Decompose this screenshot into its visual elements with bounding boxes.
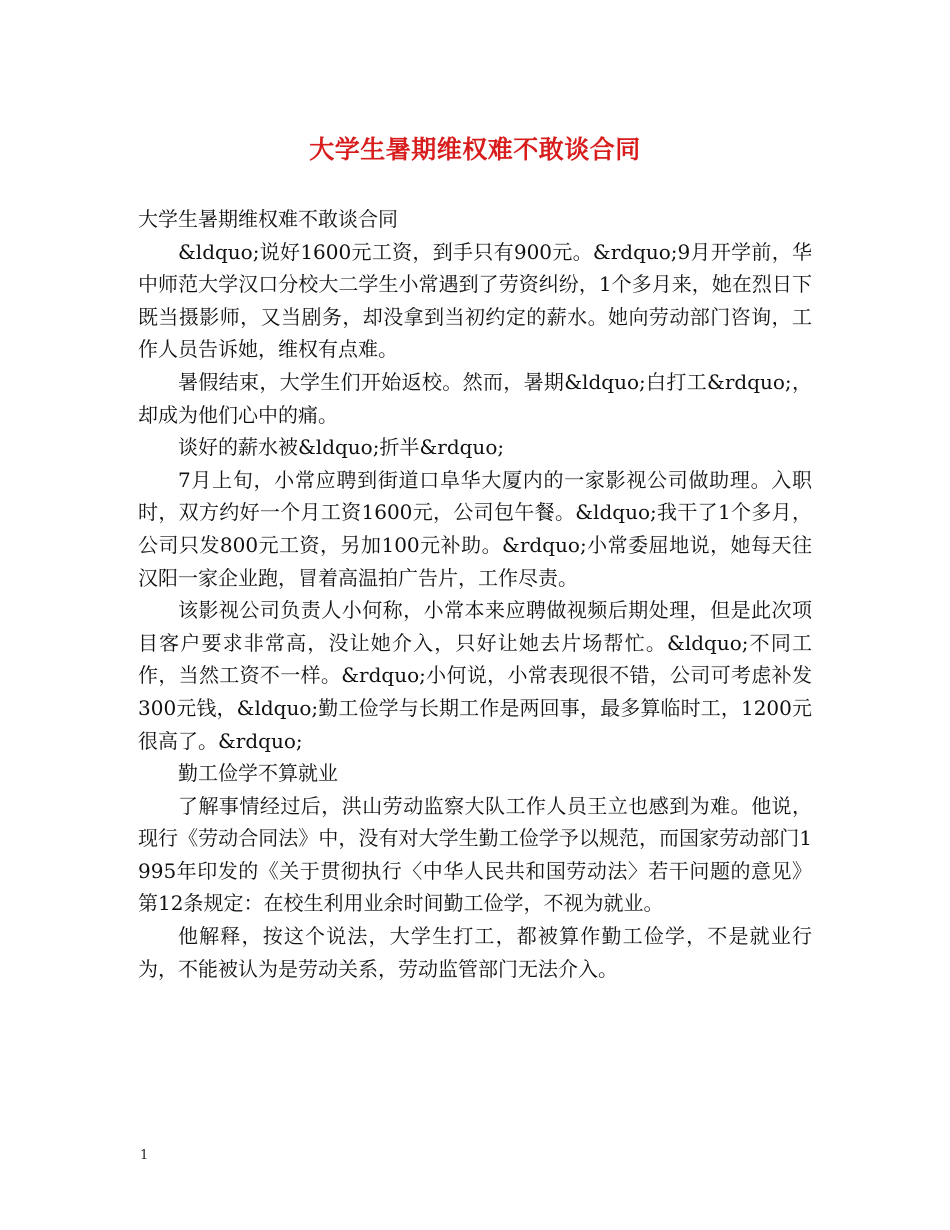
section-heading-not-employment: 勤工俭学不算就业 bbox=[178, 761, 338, 786]
page-number: 1 bbox=[140, 1148, 149, 1163]
document-body bbox=[138, 203, 812, 985]
document-title: 大学生暑期维权难不敢谈合同 bbox=[309, 135, 641, 164]
paragraph-july-job: 7月上旬，小常应聘到街道口阜华大厦内的一家影视公司做助理。入职时，双方约好一个月工资1600元，公司包午餐。&ldquo;我干了1个多月，公司只发800元工资，另加100元补助。&rdquo;小常委屈地说，她每天往汉阳一家企业跑，冒着高温拍广告片，工作尽责。 bbox=[138, 467, 812, 590]
paragraph-subtitle: 大学生暑期维权难不敢谈合同 bbox=[138, 207, 398, 231]
paragraph-intro: &ldquo;说好1600元工资，到手只有900元。&rdquo;9月开学前，华中师范大学汉口分校大二学生小常遇到了劳资纠纷，1个多月来，她在烈日下既当摄影师，又当剧务，却没拿到当初约定的薪水。她向劳动部门咨询，工作人员告诉她，维权有点难。 bbox=[138, 239, 812, 362]
section-heading-salary-halved: 谈好的薪水被&ldquo;折半&rdquo; bbox=[178, 435, 505, 460]
paragraph-company-response: 该影视公司负责人小何称，小常本来应聘做视频后期处理，但是此次项目客户要求非常高，没让她介入，只好让她去片场帮忙。&ldquo;不同工作，当然工资不一样。&rdquo;小何说，小常表现很不错，公司可考虑补发300元钱，&ldquo;勤工俭学与长期工作是两回事，最多算临时工，1200元很高了。&rdquo; bbox=[138, 598, 812, 753]
paragraph-summer-end: 暑假结束，大学生们开始返校。然而，暑期&ldquo;白打工&rdquo;，却成为他们心中的痛。 bbox=[138, 369, 812, 427]
paragraph-labor-law: 了解事情经过后，洪山劳动监察大队工作人员王立也感到为难。他说，现行《劳动合同法》中，没有对大学生勤工俭学予以规范，而国家劳动部门1995年印发的《关于贯彻执行〈中华人民共和国劳动法〉若干问题的意见》第12条规定：在校生利用业余时间勤工俭学，不视为就业。 bbox=[138, 793, 812, 916]
paragraph-explanation: 他解释，按这个说法，大学生打工，都被算作勤工俭学，不是就业行为，不能被认为是劳动关系，劳动监管部门无法介入。 bbox=[138, 924, 812, 981]
